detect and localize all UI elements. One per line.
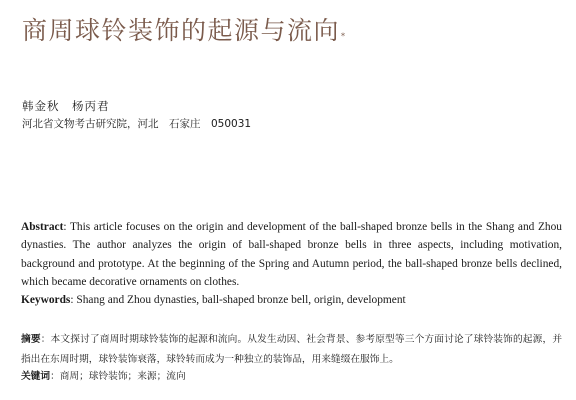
abstract-chinese-separator: ：	[40, 334, 51, 345]
abstract-english-label: Abstract	[21, 221, 64, 233]
keywords-english-separator: :	[70, 294, 77, 306]
abstract-chinese-text: 本文探讨了商周时期球铃装饰的起源和流向。从发生动因、社会背景、参考原型等三个方面讨论了球铃装饰的起源，并指出在东周时期，球铃装饰衰落，球铃转而成为一种独立的装饰品，用来缝缀在服饰上。	[21, 334, 563, 365]
title-footnote-marker: *	[341, 32, 346, 41]
abstract-english	[21, 218, 562, 291]
author-affiliation: 河北省文物考古研究院，河北 石家庄 050031	[22, 118, 252, 130]
keywords-chinese	[21, 369, 186, 385]
abstract-chinese-label: 摘要	[21, 334, 41, 345]
keywords-chinese-label: 关键词	[21, 371, 51, 382]
keywords-english-text: Shang and Zhou dynasties, ball-shaped bronze bell, origin, development	[76, 294, 406, 306]
article-title-text: 商周球铃装饰的起源与流向	[22, 16, 341, 45]
keywords-english-label: Keywords	[21, 294, 71, 306]
abstract-english-text: This article focuses on the origin and development of the ball-shaped bronze bells in the Shang and Zhou dynasties. The author analyzes the origin of ball-shaped bronze bells in three aspects, including motivation, background and prototype. At the beginning of the Spring and Autumn period, the ball-shaped bronze bells declined, which became decorative ornaments on clothes.	[21, 221, 562, 288]
keywords-chinese-text: 商周；球铃装饰；来源；流向	[59, 371, 186, 382]
author-list: 韩金秋 杨丙君	[22, 99, 110, 113]
keywords-chinese-separator: ：	[50, 371, 60, 382]
abstract-chinese	[21, 330, 562, 370]
article-title	[22, 14, 552, 48]
abstract-english-separator: :	[63, 221, 70, 233]
keywords-english	[21, 291, 562, 309]
